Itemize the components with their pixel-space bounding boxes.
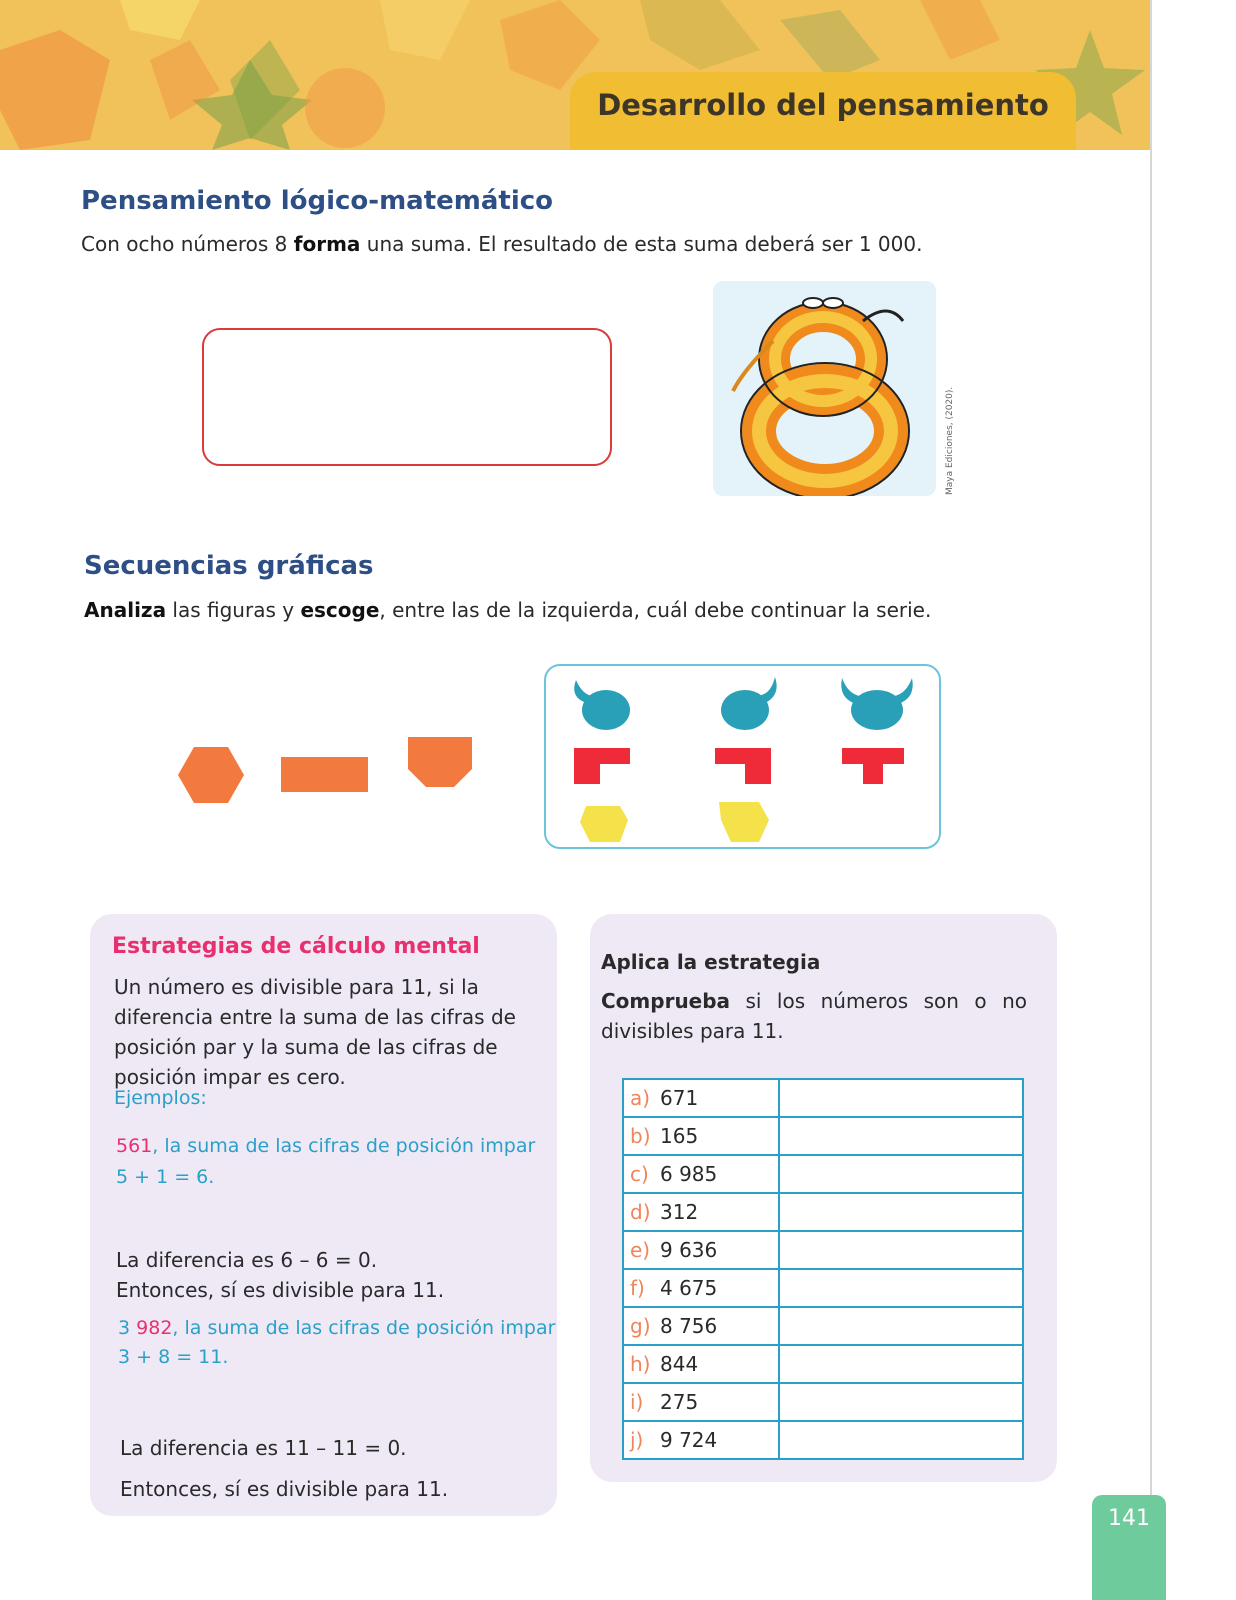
table-row [623,1269,1023,1307]
page-edge [1150,0,1152,1600]
t-shape-icon [842,748,904,784]
example-2 [118,1313,555,1343]
instruction-bold: escoge [300,598,380,622]
t-shape-icon [715,748,771,784]
table-row [623,1231,1023,1269]
section-title-secuencias: Secuencias gráficas [84,551,374,581]
row-number: 4 675 [660,1276,718,1300]
example-1-calc: 5 + 1 = 6. [116,1166,215,1188]
row-letter: d) [630,1200,651,1224]
example-number: 982 [136,1317,173,1339]
row-number: 9 636 [660,1238,718,1262]
row-number: 9 724 [660,1428,718,1452]
example-text: , la suma de las cifras de posición impar [152,1135,536,1157]
row-letter: j) [630,1428,644,1452]
table-cell-number [623,1307,779,1345]
answer-box[interactable] [202,328,612,466]
page-number: 141 [1108,1506,1150,1531]
example-2-then: Entonces, sí es divisible para 11. [120,1477,449,1501]
instruction-text: una suma. El resultado de esta suma deberá ser 1 000. [360,232,923,256]
table-cell-number [623,1345,779,1383]
horned-circle-icon [570,676,640,732]
table-row [623,1345,1023,1383]
table-row [623,1193,1023,1231]
row-letter: h) [630,1352,651,1376]
table-row [623,1079,1023,1117]
hexagon-icon [719,802,769,842]
row-number: 671 [660,1086,699,1110]
table-row [623,1421,1023,1459]
horned-circle-icon [713,673,783,731]
row-letter: e) [630,1238,651,1262]
example-2-calc: 3 + 8 = 11. [118,1346,229,1368]
apply-title: Aplica la estrategia [601,950,821,974]
answer-cell[interactable] [779,1345,1023,1383]
answer-cell[interactable] [779,1421,1023,1459]
page-title: Desarrollo del pensamiento [597,88,1049,122]
row-number: 8 756 [660,1314,718,1338]
example-1-diff: La diferencia es 6 – 6 = 0. [116,1248,378,1272]
row-letter: i) [630,1390,644,1414]
table-cell-number [623,1383,779,1421]
instruction-secuencias [84,598,931,622]
option-rectangle-shape[interactable] [281,757,368,792]
example-text: , la suma de las cifras de posición impar [172,1317,556,1339]
row-letter: c) [630,1162,649,1186]
answer-cell[interactable] [779,1193,1023,1231]
instruction-text: las figuras y [166,598,301,622]
answer-cell[interactable] [779,1079,1023,1117]
table-cell-number [623,1269,779,1307]
table-cell-number [623,1117,779,1155]
table-row [623,1307,1023,1345]
apply-instruction [601,986,1027,1046]
instruction-bold: forma [293,232,361,256]
eight-illustration [713,281,936,496]
example-number: 561 [116,1135,153,1157]
row-number: 312 [660,1200,699,1224]
strategy-title: Estrategias de cálculo mental [112,934,480,959]
image-credit: Maya Ediciones, (2020). [945,386,955,495]
row-number: 6 985 [660,1162,718,1186]
example-number: 3 [118,1317,137,1339]
examples-label: Ejemplos: [114,1087,207,1109]
option-hexagon-shape[interactable] [178,747,244,803]
example-2-diff: La diferencia es 11 – 11 = 0. [120,1436,407,1460]
answer-cell[interactable] [779,1231,1023,1269]
divisibility-table [622,1078,1024,1460]
table-row [623,1117,1023,1155]
example-1 [116,1131,535,1161]
option-pentagon-shape[interactable] [408,737,472,787]
row-letter: b) [630,1124,651,1148]
instruction-text: , entre las de la izquierda, cuál debe continuar la serie. [379,598,932,622]
row-number: 844 [660,1352,699,1376]
strategy-rule: Un número es divisible para 11, si la diferencia entre la suma de las cifras de posición par y la suma de las cifras de posición impar es cero. [114,975,516,1089]
t-shape-icon [574,748,630,784]
row-number: 165 [660,1124,699,1148]
answer-cell[interactable] [779,1155,1023,1193]
section-title-logico: Pensamiento lógico-matemático [81,186,554,216]
row-letter: f) [630,1276,645,1300]
table-row [623,1383,1023,1421]
instruction-bold: Comprueba [601,989,731,1013]
answer-cell[interactable] [779,1269,1023,1307]
row-letter: a) [630,1086,651,1110]
row-number: 275 [660,1390,699,1414]
row-letter: g) [630,1314,651,1338]
table-cell-number [623,1421,779,1459]
table-cell-number [623,1193,779,1231]
instruction-text: Con ocho números 8 [81,232,294,256]
answer-cell[interactable] [779,1117,1023,1155]
horned-circle-icon [834,674,920,732]
answer-cell[interactable] [779,1383,1023,1421]
instruction-bold: Analiza [84,598,167,622]
table-cell-number [623,1079,779,1117]
table-cell-number [623,1231,779,1269]
instruction-logico [81,232,922,256]
table-row [623,1155,1023,1193]
example-1-then: Entonces, sí es divisible para 11. [116,1278,445,1302]
hexagon-icon [580,806,628,842]
answer-cell[interactable] [779,1307,1023,1345]
table-cell-number [623,1155,779,1193]
instruction-text: si los números son o no divisibles para 11. [601,989,1027,1043]
